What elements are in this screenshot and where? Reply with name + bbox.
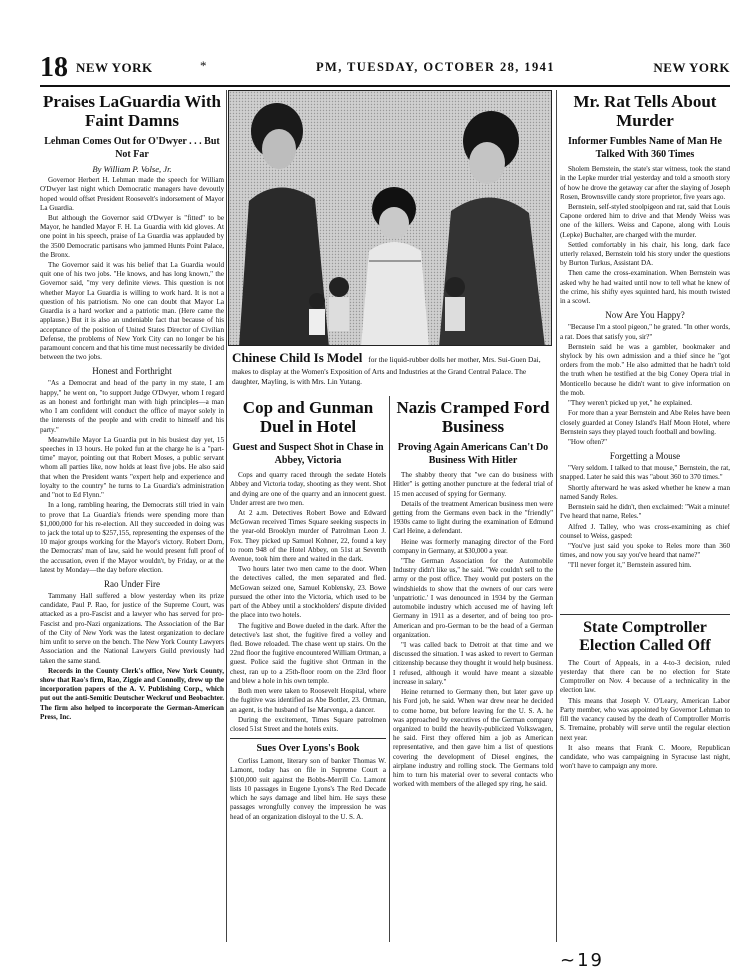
paragraph: Heine returned to Germany then, but later gave up his Ford job, he said. When war drew near he decided to come home, but before leaving for the U. S. A. he was approached by executives of the German company organized to build the heavily-publicized Volkswagen, he said. First they offered him a job as American representative, and then gave him a list of questions covering the development of Diesel engines, the airplane industry and rolling stock. The Germans told him to turn his material over to several contacts who worked with members of the alleged spy ring, he said. [393, 688, 553, 789]
paragraph: Bernstein said he didn't, then exclaimed: "Wait a minute! I've heard that name, Reles." [560, 503, 730, 521]
paragraph: "Very seldom. I talked to that mouse," Bernstein, the rat, snapped. Later he said this was "about 360 to 370 times." [560, 464, 730, 482]
column-rule [556, 90, 557, 942]
masthead [40, 54, 730, 84]
divider [560, 614, 730, 615]
paragraph: Meanwhile Mayor La Guardia put in his busiest day yet, 15 speeches in 13 hours. He poked fun at the charge he is a "part-time" mayor, pointing out that Robert Moses, a public servant whom all parties like, now holds at least five jobs. He also said that when the President wants "expert help and experience and loyalty to the country" he turns to La Guardia's administration and "not to Ed Flynn." [40, 435, 224, 500]
section-label-left: NEW YORK [76, 60, 153, 75]
paragraph: Settled comfortably in his chair, his long, dark face utterly relaxed, Bernstein told his story under the questions by Burton Turkus, Assistant DA. [560, 240, 730, 268]
article-comptroller [560, 614, 730, 942]
paragraph: Bernstein, self-styled stoolpigeon and rat, said that Louis Capone ordered him to drive and that Mendy Weiss was one of the killers. Weiss and Capone, along with Louis (Lepke) Buchalter, are charged with the murder. [560, 202, 730, 239]
headline-lehman: Praises LaGuardia With Faint Damns [43, 92, 221, 131]
edition-date: PM, TUESDAY, OCTOBER 28, 1941 [316, 60, 555, 74]
paragraph: "I was called back to Detroit at that time and we discussed the situation. I was asked to revert to German citizenship because they thought it would help business. I refused, although it would have meant a sizeable increase in salary." [393, 641, 553, 686]
body-cop-gunman [230, 471, 386, 822]
paragraph: "The German Association for the Automobile Industry didn't like us," he said. "We couldn't sell to the army or the post office. They would put posters on the windshields to show that the owners of our cars were 'unpatriotic.' I was denounced in 1934 by the German automobile industry which accused me of having left Germany in 1911 as a deserter, and of being too pro-American and pro-German to be the head of a German organization. [393, 557, 553, 639]
body-lehman [40, 176, 224, 722]
section-label-right: NEW YORK [653, 60, 730, 75]
body-mr-rat [560, 165, 730, 571]
caption-title: Chinese Child Is Model [232, 350, 363, 365]
body-nazis-ford [393, 471, 553, 789]
paragraph: Sholem Bernstein, the state's star witness, took the stand in the Lepke murder trial yesterday and told a smooth story of how he drove the getaway car after the slaying of Joseph Rosen, Brownsville candy store proprietor, five years ago. [560, 165, 730, 201]
paragraph: The fugitive and Bowe dueled in the dark. After the detective's last shot, the fugitive fired a volley and fled. Bowe reloaded. The chase went up stairs. On the 22nd floor the fugitive encountered William Ortman, a guest. Police said the fugitive shot Ortman in the chest, ran up to a 25th-floor room on the 23rd floor and blew a hole in his own temple. [230, 621, 386, 685]
headline-nazis-ford: Nazis Cramped Ford Business [396, 398, 550, 437]
page-scribble: ~19 [560, 950, 604, 971]
paragraph: It also means that Frank C. Moore, Republican candidate, who was campaigning in Syracuse last night, won't have to campaign any more. [560, 743, 730, 771]
paragraph: Cops and quarry raced through the sedate Hotels Abbey and Victoria today, shooting as they went. Shot and dying are one of the quarry and an innocent guest. Under arrest are two men. [230, 471, 386, 507]
paragraph: Corliss Lamont, literary son of banker Thomas W. Lamont, today has on file in Supreme Court a $100,000 suit against the Bobbs-Merrill Co. Lamont lists 10 passages in Eugene Lyons's The Red Decade which he says damage and libel him. He says these passages wrongfully convey the impression he was head of an organization disloyal to the U. S. A. [230, 757, 386, 821]
section-head: Rao Under Fire [104, 579, 160, 590]
section-head: Sues Over Lyons's Book [256, 743, 360, 755]
bold-note: Records in the County Clerk's office, New York County, show that Rao's firm, Rao, Ziggie and Connolly, drew up the incorporation papers of the A. V. Publishing Corp., which put out the anti-Semitic Deutscher Weckruf und Beobachter. The firm also helped to incorporate the German-American Press, Inc. [40, 666, 224, 721]
paragraph: "Because I'm a stool pigeon," he grated. "In other words, a rat. Does that satisfy you, sir?" [560, 323, 730, 341]
paragraph: "I'll never forget it," Bernstein assured him. [568, 561, 692, 570]
divider [230, 738, 386, 739]
headline-comptroller: State Comptroller Election Called Off [579, 619, 711, 654]
photo-chinese-child [228, 90, 552, 346]
paragraph: "As a Democrat and head of the party in my state, I am happy," he went on, "to support Judge O'Dwyer, whom I regard as an honest and forthright man with high principles—a man who I am confident will conduct the office of mayor solely in the interests of the people and with credit to himself and his party." [40, 379, 224, 434]
paragraph: The shabby theory that "we can do business with Hitler" is getting another puncture at the federal trial of 15 men accused of spying for Germany. [393, 471, 553, 498]
paragraph: For more than a year Bernstein and Abe Reles have been closely guarded at Coney Island's Half Moon Hotel, where Bernstein says they played touch football and bowling. [560, 409, 730, 436]
paragraph: In a long, rambling hearing, the Democrats still tried in vain to prove that La Guardia's friends were spending more than $1,000,000 for his re-election. All they succeeded in doing was to jack the total up to $257,155, representing the expenses of the 10 major groups working for the Mayor's victory. Robert Dorn, the Democrats' man of law, said he would present full proof of the accusation, even if the Mayor wouldn't, by Friday, or at the latest by Monday—the day before election. [40, 501, 224, 574]
body-comptroller [560, 659, 730, 772]
star-icon: * [200, 58, 207, 73]
column-rule [389, 396, 390, 942]
paragraph: The Governor said it was his belief that La Guardia would quit one of his two jobs. "He knows, and has long known," the Governor said, "my very definite views. This question is not whether Mayor La Guardia is willing to work hard. It is not a question of his patriotism. No one can doubt that Mayor La Guardia is a hard worker and a patriotic man. (Here came the applause.) But it is also an undeniable fact that because of his acceptance of the position of United States Director of Civilian Defense, the problems of New York City can no longer be his paramount concern and that his time must necessarily be divided between the two jobs. [40, 261, 224, 362]
column-rule [226, 90, 227, 942]
paragraph: Tammany Hall suffered a blow yesterday when its prize candidate, Paul P. Rao, for justice of the Supreme Court, was attacked as a pro-Fascist and a lawyer who has served for pro-Fascist and pro-Nazi organizations. The Association of the Bar of the City of New York was the latest organization to declare him unfit to serve on the bench. The New York County Lawyers Association and the National Lawyers Guild previously had taken the same stand. [40, 592, 224, 665]
paragraph: Alfred J. Talley, who was cross-examining as chief counsel to Weiss, gasped: [560, 522, 730, 540]
photo-caption [232, 350, 550, 392]
paragraph: Heine was formerly managing director of the Ford company in Germany, at $30,000 a year. [393, 537, 553, 555]
article-lehman [40, 90, 224, 942]
paragraph: "You've just said you spoke to Reles more than 360 times, and now you say you've heard that name?" [560, 541, 730, 560]
article-nazis-ford [393, 398, 553, 942]
article-mr-rat [560, 90, 730, 610]
paragraph: "How often?" [568, 437, 608, 446]
paragraph: Shortly afterward he was asked whether he knew a man named Sandy Reles. [560, 483, 730, 501]
paragraph: Details of the treatment American business men were getting from the Germans even back in the "friendly" 1930s came to light during the examination of Edmund Carl Heine, a defendant. [393, 499, 553, 536]
paragraph: Two hours later two men came to the door. When the detectives called, the men separated and fled. McGowan seized one, Samuel Koblensky, 23. Bowe pursued the other into the Victoria, which used to be part of the Abbey until a stockholders' dispute divided the place into two hotels. [230, 565, 386, 620]
paragraph: Bernstein said he was a gambler, bookmaker and shylock by his own admission and a thief since he "got orders from the mob." He also admitted that he hadn't told the truth when he testified at the big Coney Opera trial in Monticello because he didn't want to give information on the mob. [560, 342, 730, 397]
paragraph: Then came the cross-examination. When Bernstein was asked why he had waited until now to tell what he knew of the crime, his shifty eyes squinted hard, his mouth twisted in a scowl. [560, 269, 730, 306]
byline-lehman: By William P. Volse, Jr. [92, 164, 172, 175]
section-head: Honest and Forthright [92, 366, 172, 377]
caption-text: for the liquid-rubber dolls her mother, Mrs. Sui-Guen Dai, makes to display at the Women's Exposition of Arts and Industries at the Grand Central Palace. The daughter, Mayling, is with Mrs. Lin Yutang. [232, 355, 541, 386]
paragraph: Governor Herbert H. Lehman made the speech for William O'Dwyer last night which Democratic managers have devoutly hoped would offset President Roosevelt's indorsement of Mayor La Guardia. [40, 176, 224, 212]
paragraph: "They weren't picked up yet," he explained. [568, 399, 693, 408]
article-cop-gunman [230, 398, 386, 942]
page-number: 18 [40, 52, 68, 83]
paragraph: At 2 a.m. Detectives Robert Bowe and Edward McGowan received Times Square seeking suspects in the year-old Brooklyn murder of Patrolman Leon J. Fox. They picked up Samuel Kohner, 22, found a key to room 948 of the Hotel Abbey, on 51st at Seventh Avenue, took him there and waited in the dark. [230, 508, 386, 564]
section-head: Now Are You Happy? [605, 310, 685, 321]
section-head: Forgetting a Mouse [609, 451, 681, 462]
paragraph: Both men were taken to Roosevelt Hospital, where the fugitive was identified as Abe Bottler, 23. Ortman, an agent, is the husband of Ise Marvenga, a dancer. [230, 687, 386, 714]
headline-mr-rat: Mr. Rat Tells About Murder [573, 92, 717, 131]
subhead-lehman: Lehman Comes Out for O'Dwyer . . . But Not Far [44, 136, 220, 160]
subhead-mr-rat: Informer Fumbles Name of Man He Talked With 360 Times [568, 136, 722, 160]
masthead-rule [40, 85, 730, 87]
paragraph: But although the Governor said O'Dwyer is "fitted" to be Mayor, he handled Mayor F. H. La Guardia with kid gloves. At one point in his speech, praise of La Guardia was applauded by the 3500 Democratic partisans who jammed Hunts Point Palace, the Bronx. [40, 213, 224, 259]
paragraph: The Court of Appeals, in a 4-to-3 decision, ruled yesterday that there can be no election for State Comptroller on Nov. 4 because of a technicality in the election law. [560, 658, 730, 695]
photo-illustration [229, 91, 552, 346]
paragraph: During the excitement, Times Square patrolmen closed 51st Street and the hotels exits. [230, 715, 386, 733]
paragraph: This means that Joseph V. O'Leary, American Labor Party member, who was appointed by Governor Lehman to fill the vacancy caused by the death of Comptroller Morris S. Tremaine, probably will serve until the regular election next year. [560, 696, 730, 742]
headline-cop-gunman: Cop and Gunman Duel in Hotel [242, 398, 374, 437]
subhead-cop-gunman: Guest and Suspect Shot in Chase in Abbey, Victoria [232, 442, 384, 466]
subhead-nazis-ford: Proving Again Americans Can't Do Business With Hitler [397, 442, 549, 466]
